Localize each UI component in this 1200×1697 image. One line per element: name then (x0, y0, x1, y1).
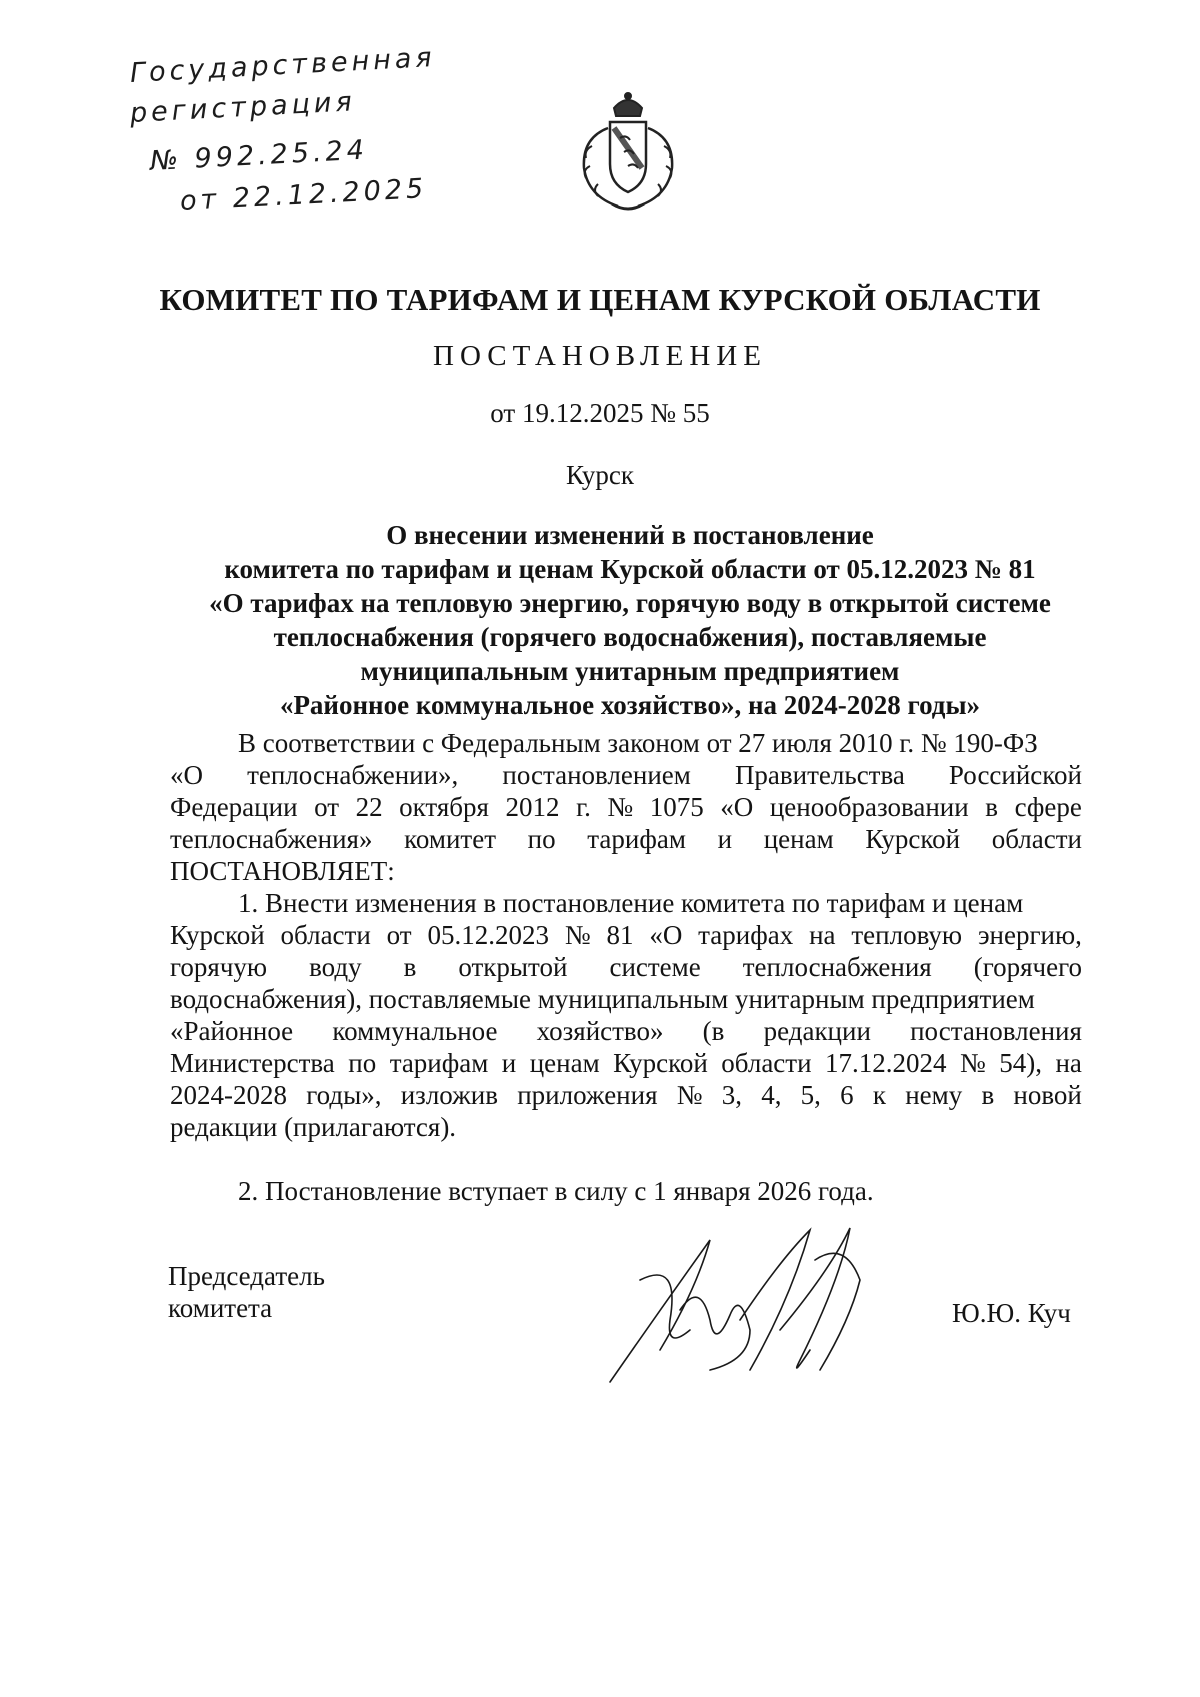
word: 81 (606, 920, 634, 950)
registration-mark-line-4: от 22.12.2025 (179, 173, 428, 217)
word: тарифах (698, 920, 794, 950)
word: энергию, (977, 920, 1082, 950)
preamble-line: ПОСТАНОВЛЯЕТ: (170, 856, 395, 886)
item-1-line (170, 1015, 1082, 1047)
word: 05.12.2023 (427, 920, 549, 950)
word: приложения (517, 1080, 658, 1110)
word: «О (649, 920, 683, 950)
subject-line: «Районное коммунальное хозяйство», на 2024-2028 годы» (279, 690, 981, 720)
item-2-line: 2. Постановление вступает в силу с 1 января 2026 года. (238, 1176, 874, 1206)
word: к (872, 1080, 886, 1110)
word: редакции (763, 1016, 871, 1046)
preamble-line (170, 791, 1082, 823)
subject-line: О внесении изменений в постановление (386, 520, 874, 550)
word: ценам (529, 1048, 600, 1078)
item-1-line (170, 1079, 1082, 1111)
word: новой (1013, 1080, 1082, 1110)
word: тарифам (587, 824, 686, 854)
item-1-line (170, 951, 1082, 983)
handwritten-signature (600, 1220, 900, 1390)
document-date-number: от 19.12.2025 № 55 (490, 398, 710, 428)
word: области (721, 1048, 812, 1078)
registration-mark-line-1: Государственная (129, 42, 437, 89)
word: нему (905, 1080, 963, 1110)
preamble-line (170, 823, 1082, 855)
word: открытой (458, 952, 568, 982)
word: горячую (170, 952, 268, 982)
word: на (1055, 1048, 1082, 1078)
word: Правительства (734, 760, 905, 790)
word: 22 (355, 792, 383, 822)
document-subject (0, 518, 1200, 722)
word: от (314, 792, 340, 822)
word: Курской (865, 824, 961, 854)
word: № (564, 920, 591, 950)
kursk-coat-of-arms-emblem (562, 88, 694, 220)
word: Министерства (170, 1048, 335, 1078)
word: постановления (910, 1016, 1082, 1046)
word: 2024-2028 (170, 1080, 287, 1110)
word: теплоснабжения» (170, 824, 373, 854)
preamble-line (170, 759, 1082, 791)
word: «Районное (170, 1016, 294, 1046)
item-1-line: 1. Внести изменения в постановление комитета по тарифам и ценам (238, 888, 1024, 918)
word: ценообразовании (769, 792, 969, 822)
word: сфере (1014, 792, 1082, 822)
word: 5, (800, 1080, 821, 1110)
word: в (403, 952, 417, 982)
word: № (607, 792, 634, 822)
word: Курской (170, 920, 265, 950)
word: годы», (306, 1080, 382, 1110)
word: ценам (763, 824, 834, 854)
subject-line: теплоснабжения (горячего водоснабжения), поставляемые (273, 622, 987, 652)
word: 2012 (505, 792, 560, 822)
committee-title: КОМИТЕТ ПО ТАРИФАМ И ЦЕНАМ КУРСКОЙ ОБЛАСТИ (159, 282, 1041, 317)
word: системе (609, 952, 701, 982)
word: «О (170, 760, 203, 790)
word: комитет (404, 824, 496, 854)
word: области (280, 920, 371, 950)
word: № (676, 1080, 703, 1110)
word: тепловую (851, 920, 963, 950)
item-2-paragraph (170, 1175, 1082, 1207)
word: хозяйство» (536, 1016, 664, 1046)
word: № (959, 1048, 986, 1078)
word: изложив (400, 1080, 498, 1110)
word: в (985, 792, 999, 822)
subject-line: муниципальным унитарным предприятием (360, 656, 900, 686)
preamble-paragraph (170, 727, 1082, 887)
word: октября (399, 792, 489, 822)
registration-mark-line-2: регистрация (129, 86, 357, 129)
signatory-name: Ю.Ю. Куч (952, 1298, 1071, 1328)
preamble-line: В соответствии с Федеральным законом от 27 июля 2010 г. № 190-ФЗ (238, 728, 1038, 758)
word: 17.12.2024 (825, 1048, 947, 1078)
word: коммунальное (332, 1016, 498, 1046)
word: Российской (948, 760, 1082, 790)
word: 4, (761, 1080, 782, 1110)
document-city: Курск (565, 460, 635, 490)
word: Федерации (170, 792, 298, 822)
word: тарифам (389, 1048, 489, 1078)
word: 1075 (649, 792, 704, 822)
word: от (386, 920, 412, 950)
word: в (981, 1080, 995, 1110)
word: г. (576, 792, 591, 822)
word: воду (309, 952, 362, 982)
word: 6 (840, 1080, 854, 1110)
word: (горячего (973, 952, 1082, 982)
document-type: ПОСТАНОВЛЕНИЕ (433, 340, 767, 372)
subject-line: комитета по тарифам и ценам Курской области от 05.12.2023 № 81 (224, 554, 1036, 584)
word: области (991, 824, 1082, 854)
word: 3, (721, 1080, 742, 1110)
word: на (809, 920, 836, 950)
registration-mark-line-3: № 992.25.24 (149, 134, 369, 177)
word: по (527, 824, 556, 854)
item-1-line: редакции (прилагаются). (170, 1112, 457, 1142)
signatory-position-line: комитета (168, 1293, 273, 1323)
word: теплоснабжении», (247, 760, 459, 790)
item-1-line (170, 919, 1082, 951)
signatory-position (168, 1260, 325, 1324)
word: 54), (999, 1048, 1042, 1078)
word: теплоснабжения (742, 952, 932, 982)
signatory-position-line: Председатель (168, 1261, 325, 1291)
subject-line: «О тарифах на тепловую энергию, горячую воду в открытой системе (209, 588, 1051, 618)
item-1-line (170, 1047, 1082, 1079)
word: Курской (613, 1048, 708, 1078)
word: и (501, 1048, 517, 1078)
word: «О (720, 792, 754, 822)
word: по (348, 1048, 377, 1078)
word: (в (702, 1016, 725, 1046)
word: постановлением (502, 760, 691, 790)
word: и (717, 824, 733, 854)
item-1-line: водоснабжения), поставляемые муниципальным унитарным предприятием (170, 984, 1035, 1014)
item-1-paragraph (170, 887, 1082, 1143)
